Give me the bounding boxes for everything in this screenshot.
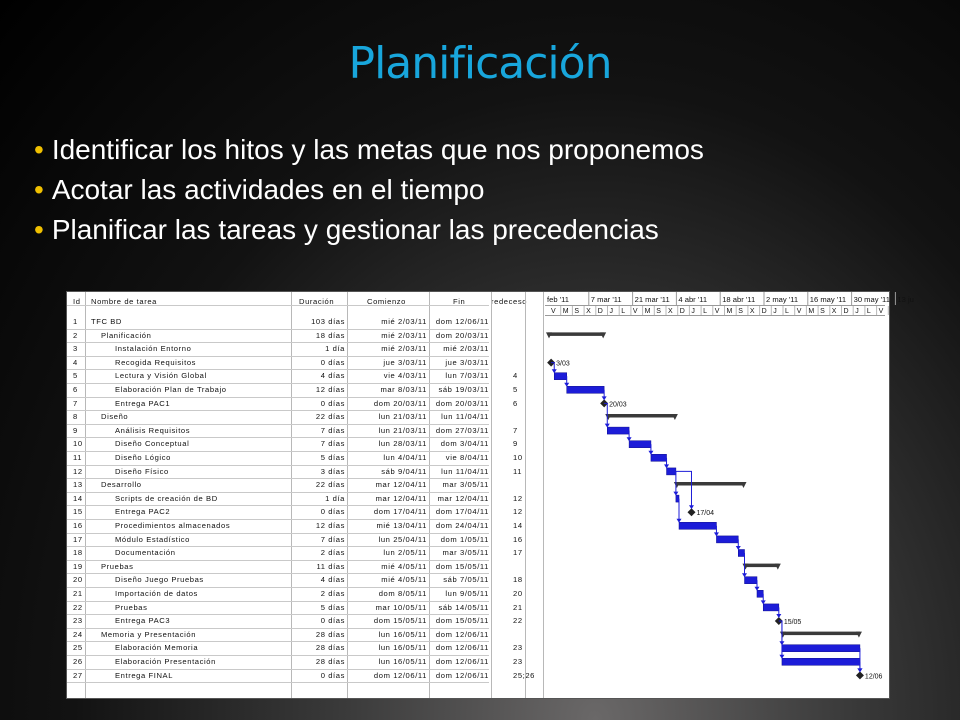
row-predecessors: 11 (513, 466, 523, 476)
task-bar (716, 536, 738, 543)
week-label: 18 abr '11 (722, 295, 756, 304)
task-bar (667, 468, 676, 475)
row-name: Entrega PAC3 (115, 616, 171, 626)
summary-bar (782, 632, 860, 636)
table-row-divider (67, 424, 489, 425)
milestone-label: 20/03 (609, 401, 627, 409)
row-name: Diseño Lógico (115, 453, 171, 462)
row-id: 26 (73, 657, 83, 666)
bullet-text: Identificar los hitos y las metas que nos proponemos (51, 134, 704, 165)
row-name: Memoria y Presentación (101, 629, 197, 639)
day-label: S (738, 308, 743, 315)
row-start: mar 8/03/11 (380, 385, 427, 394)
row-end: dom 24/04/11 (435, 521, 489, 530)
row-id: 8 (73, 412, 78, 422)
table-row-divider (67, 587, 489, 588)
row-duration: 4 días (320, 575, 345, 585)
table-row-divider (67, 669, 489, 670)
row-predecessors: 5 (513, 385, 518, 394)
table-row-divider (67, 383, 489, 384)
table-column-divider (429, 292, 430, 698)
row-end: mar 3/05/11 (442, 480, 489, 490)
row-name: Elaboración Plan de Trabajo (115, 385, 227, 394)
day-label: J (691, 308, 695, 315)
row-end: dom 1/05/11 (440, 534, 489, 544)
task-bar (745, 577, 757, 584)
row-predecessors: 9 (513, 439, 518, 449)
row-start: jue 3/03/11 (383, 357, 427, 367)
day-label: M (808, 308, 815, 315)
week-label: 30 may '11 (853, 295, 890, 304)
row-end: dom 20/03/11 (435, 398, 489, 408)
row-predecessors: 10 (513, 453, 523, 462)
week-label: 13 ju (897, 295, 914, 304)
row-start: mié 4/05/11 (381, 575, 427, 585)
table-row-divider (67, 560, 489, 561)
row-start: lun 16/05/11 (378, 643, 427, 653)
row-predecessors: 25;26 (513, 670, 536, 680)
row-end: lun 11/04/11 (441, 466, 489, 476)
row-name: Diseño (101, 412, 129, 422)
week-label: feb '11 (547, 295, 569, 304)
row-duration: 103 días (311, 317, 345, 326)
row-id: 25 (73, 643, 83, 653)
task-bar (782, 645, 860, 652)
row-predecessors: 12 (513, 507, 523, 517)
day-label: V (632, 308, 638, 315)
row-end: sáb 14/05/11 (438, 602, 489, 612)
row-end: dom 12/06/11 (435, 643, 489, 653)
task-bar (757, 590, 763, 597)
row-id: 13 (73, 480, 83, 490)
table-row-divider (67, 397, 489, 398)
row-duration: 0 días (320, 616, 345, 626)
summary-bar (745, 564, 779, 568)
row-id: 6 (73, 385, 78, 394)
row-duration: 0 días (320, 357, 345, 367)
table-row-divider (67, 410, 489, 411)
row-predecessors: 23 (513, 657, 523, 666)
table-row-divider (67, 329, 489, 330)
day-label: V (551, 308, 556, 315)
table-row-divider (67, 546, 489, 547)
timeline-header-divider (545, 315, 885, 316)
row-id: 22 (73, 602, 83, 612)
row-start: lun 21/03/11 (378, 425, 427, 435)
row-duration: 0 días (320, 398, 345, 408)
row-start: lun 16/05/11 (378, 629, 427, 639)
task-bar (738, 550, 744, 557)
row-start: mar 12/04/11 (375, 493, 427, 503)
row-name: Análisis Requisitos (115, 425, 191, 435)
table-row-divider (67, 465, 489, 466)
row-start: lun 2/05/11 (383, 548, 427, 558)
row-start: mié 4/05/11 (381, 561, 427, 571)
summary-bar (548, 332, 604, 336)
task-bar (629, 441, 651, 448)
row-duration: 5 días (320, 602, 345, 612)
row-start: lun 28/03/11 (378, 439, 427, 449)
row-name: Pruebas (101, 561, 134, 571)
row-id: 21 (73, 589, 83, 598)
day-label: S (574, 308, 580, 315)
milestone-label: 15/05 (783, 619, 802, 626)
table-row-divider (67, 533, 489, 534)
row-name: Elaboración Presentación (115, 657, 216, 666)
row-name: Pruebas (115, 602, 148, 612)
row-id: 2 (73, 330, 78, 340)
day-label: M (644, 308, 651, 315)
table-column-divider (525, 292, 526, 698)
summary-bar (676, 482, 745, 486)
bullet-item (34, 130, 704, 170)
row-start: dom 20/03/11 (373, 398, 427, 408)
bullet-marker: • (34, 214, 44, 245)
row-predecessors: 16 (513, 534, 523, 544)
task-bar (607, 427, 629, 434)
row-duration: 22 días (315, 480, 345, 490)
row-predecessors: 17 (513, 548, 523, 558)
table-row-divider (67, 641, 489, 642)
row-end: dom 12/06/11 (435, 317, 489, 326)
row-predecessors: 4 (513, 371, 518, 381)
row-start: lun 16/05/11 (378, 657, 427, 666)
table-row-divider (67, 342, 489, 343)
row-duration: 3 días (320, 466, 345, 476)
row-end: sáb 19/03/11 (438, 385, 489, 394)
day-label: L (703, 308, 708, 315)
row-end: dom 12/06/11 (435, 657, 489, 666)
row-name: Planificación (101, 330, 152, 340)
row-predecessors: 21 (513, 602, 523, 612)
row-end: dom 3/04/11 (440, 439, 489, 449)
row-id: 15 (73, 507, 83, 517)
column-header-predecessors: redeceso (491, 297, 528, 306)
dependency-arrowhead (776, 614, 781, 618)
row-duration: 4 días (320, 371, 345, 381)
week-label: 16 may '11 (809, 295, 847, 304)
day-label: V (878, 308, 884, 315)
day-label: S (820, 308, 825, 315)
day-label: D (597, 308, 603, 315)
timeline-header-divider (545, 305, 885, 306)
table-row-divider (67, 655, 489, 656)
task-bar (651, 454, 667, 461)
row-end: mar 12/04/11 (437, 493, 489, 503)
table-column-divider (85, 292, 86, 698)
row-duration: 28 días (315, 643, 345, 653)
row-id: 27 (73, 670, 83, 680)
row-duration: 0 días (320, 507, 345, 517)
row-name: Recogida Requisitos (115, 357, 197, 367)
row-duration: 7 días (320, 439, 345, 449)
row-name: Diseño Conceptual (115, 439, 190, 449)
table-row-divider (67, 682, 489, 683)
row-id: 9 (73, 425, 78, 435)
row-start: dom 15/05/11 (373, 616, 427, 626)
table-column-divider (543, 292, 544, 698)
dependency-arrowhead (689, 505, 694, 509)
row-end: lun 7/03/11 (445, 371, 489, 381)
table-row-divider (67, 628, 489, 629)
row-end: dom 15/05/11 (435, 561, 489, 571)
row-start: vie 4/03/11 (383, 371, 427, 381)
column-header-name: Nombre de tarea (91, 297, 157, 306)
row-start: lun 4/04/11 (383, 453, 427, 462)
table-row-divider (67, 492, 489, 493)
bullet-marker: • (34, 134, 44, 165)
row-predecessors: 6 (513, 398, 518, 408)
row-duration: 0 días (320, 670, 345, 680)
row-end: dom 12/06/11 (435, 629, 489, 639)
dependency-line (676, 471, 692, 508)
row-predecessors: 12 (513, 493, 523, 503)
row-start: dom 8/05/11 (378, 589, 427, 598)
week-label: 2 may '11 (766, 295, 799, 304)
row-duration: 1 día (325, 493, 345, 503)
row-id: 19 (73, 561, 83, 571)
table-row-divider (67, 369, 489, 370)
row-predecessors: 22 (513, 616, 523, 626)
row-duration: 28 días (315, 629, 345, 639)
day-label: M (562, 308, 569, 315)
row-id: 5 (73, 371, 78, 381)
row-duration: 11 días (316, 561, 345, 571)
row-id: 20 (73, 575, 83, 585)
row-name: Lectura y Visión Global (115, 371, 207, 381)
row-id: 12 (73, 466, 83, 476)
row-name: Scripts de creación de BD (115, 493, 218, 503)
table-row-divider (67, 356, 489, 357)
day-label: D (761, 308, 767, 315)
row-name: Elaboración Memoria (115, 643, 199, 653)
day-label: D (679, 308, 685, 315)
row-name: Entrega FINAL (115, 670, 174, 680)
row-duration: 28 días (315, 657, 345, 666)
bullet-item (34, 210, 704, 250)
task-bar (763, 604, 779, 611)
milestone-label: 3/03 (556, 360, 570, 368)
row-id: 7 (73, 398, 78, 408)
task-bar (554, 373, 566, 380)
day-label: V (714, 308, 720, 315)
row-id: 18 (73, 548, 83, 558)
row-name: Desarrollo (101, 480, 142, 490)
row-name: TFC BD (91, 317, 123, 326)
row-duration: 12 días (315, 521, 345, 530)
row-end: sáb 7/05/11 (443, 575, 489, 585)
row-predecessors: 20 (513, 589, 523, 598)
gantt-timeline (67, 292, 914, 698)
row-start: dom 12/06/11 (373, 670, 427, 680)
row-id: 23 (73, 616, 83, 626)
row-duration: 7 días (320, 425, 345, 435)
bullet-item (34, 170, 704, 210)
row-name: Importación de datos (115, 589, 198, 598)
row-end: jue 3/03/11 (445, 357, 489, 367)
row-duration: 1 día (325, 344, 345, 354)
milestone-label: 17/04 (696, 510, 715, 518)
row-id: 4 (73, 357, 78, 367)
row-id: 1 (73, 317, 78, 326)
row-id: 24 (73, 629, 83, 639)
row-end: dom 20/03/11 (435, 330, 489, 340)
row-start: lun 25/04/11 (378, 534, 427, 544)
milestone-diamond (687, 508, 695, 516)
row-end: mar 3/05/11 (442, 548, 489, 558)
row-id: 14 (73, 493, 83, 503)
day-label: L (866, 308, 871, 315)
task-bar (782, 658, 860, 665)
row-end: lun 9/05/11 (445, 589, 489, 598)
row-name: Módulo Estadístico (115, 534, 190, 544)
row-start: dom 17/04/11 (373, 507, 427, 517)
row-end: lun 11/04/11 (441, 412, 489, 422)
bullet-text: Planificar las tareas y gestionar las precedencias (51, 214, 659, 245)
row-duration: 5 días (320, 453, 345, 462)
row-duration: 22 días (315, 412, 345, 422)
day-label: X (586, 308, 591, 315)
table-row-divider (67, 451, 489, 452)
column-header-start: Comienzo (367, 297, 406, 306)
row-name: Diseño Físico (115, 466, 169, 476)
bullet-marker: • (34, 174, 44, 205)
row-name: Instalación Entorno (115, 344, 192, 354)
bullet-list (34, 130, 704, 250)
row-start: mar 12/04/11 (375, 480, 427, 490)
row-id: 17 (73, 534, 83, 544)
row-name: Entrega PAC1 (115, 398, 171, 408)
day-label: S (656, 308, 661, 315)
row-end: vie 8/04/11 (445, 453, 489, 462)
week-label: 7 mar '11 (590, 295, 622, 304)
row-duration: 12 días (315, 385, 345, 394)
table-row-divider (67, 505, 489, 506)
day-label: D (843, 308, 849, 315)
day-label: M (726, 308, 733, 315)
row-end: dom 17/04/11 (435, 507, 489, 517)
bullet-text: Acotar las actividades en el tiempo (51, 174, 485, 205)
day-label: X (668, 308, 673, 315)
week-label: 21 mar '11 (634, 295, 670, 304)
row-id: 11 (73, 453, 83, 462)
row-name: Entrega PAC2 (115, 507, 171, 517)
row-id: 10 (73, 439, 83, 449)
slide-title: Planificación (348, 38, 612, 89)
day-label: J (609, 308, 613, 315)
task-bar (679, 522, 716, 529)
row-duration: 2 días (320, 589, 345, 598)
milestone-diamond (856, 671, 864, 679)
row-start: sáb 9/04/11 (381, 466, 427, 476)
dependency-arrowhead (857, 668, 862, 672)
table-row-divider (67, 305, 489, 306)
table-row-divider (67, 573, 489, 574)
milestone-label: 12/06 (864, 673, 883, 681)
summary-bar (607, 414, 676, 418)
dependency-arrowhead (602, 396, 607, 400)
row-end: dom 27/03/11 (435, 425, 489, 435)
row-predecessors: 7 (513, 425, 518, 435)
row-start: mié 2/03/11 (381, 330, 427, 340)
table-row-divider (67, 614, 489, 615)
day-label: X (831, 308, 837, 315)
table-column-divider (347, 292, 348, 698)
row-id: 3 (73, 344, 78, 354)
row-start: mié 2/03/11 (381, 317, 427, 326)
row-duration: 7 días (320, 534, 345, 544)
column-header-end: Fin (453, 297, 466, 306)
row-start: mar 10/05/11 (375, 602, 427, 612)
row-id: 16 (73, 521, 83, 530)
day-label: X (749, 308, 755, 315)
row-duration: 2 días (320, 548, 345, 558)
table-row-divider (67, 519, 489, 520)
row-predecessors: 14 (513, 521, 523, 530)
row-end: dom 15/05/11 (435, 616, 489, 626)
row-duration: 18 días (315, 330, 345, 340)
week-label: 4 abr '11 (678, 295, 708, 304)
column-header-id: Id (73, 297, 81, 306)
day-label: L (785, 308, 789, 315)
day-label: J (855, 308, 859, 315)
row-name: Documentación (115, 548, 176, 558)
table-row-divider (67, 601, 489, 602)
row-start: mié 13/04/11 (376, 521, 427, 530)
row-start: mié 2/03/11 (381, 344, 427, 354)
gantt-chart (66, 291, 914, 699)
table-row-divider (67, 437, 489, 438)
row-start: lun 21/03/11 (378, 412, 427, 422)
table-column-divider (291, 292, 292, 698)
row-end: mié 2/03/11 (443, 344, 489, 354)
row-name: Procedimientos almacenados (115, 521, 231, 530)
column-header-duration: Duración (299, 297, 335, 306)
row-end: dom 12/06/11 (435, 670, 489, 680)
row-predecessors: 23 (513, 643, 523, 653)
day-label: V (796, 308, 802, 315)
task-bar (567, 386, 604, 393)
row-predecessors: 18 (513, 575, 523, 585)
table-row-divider (67, 478, 489, 479)
dependency-line (779, 621, 782, 658)
table-column-divider (491, 292, 492, 698)
day-label: J (773, 308, 777, 315)
row-name: Diseño Juego Pruebas (115, 575, 204, 585)
day-label: L (621, 308, 626, 315)
